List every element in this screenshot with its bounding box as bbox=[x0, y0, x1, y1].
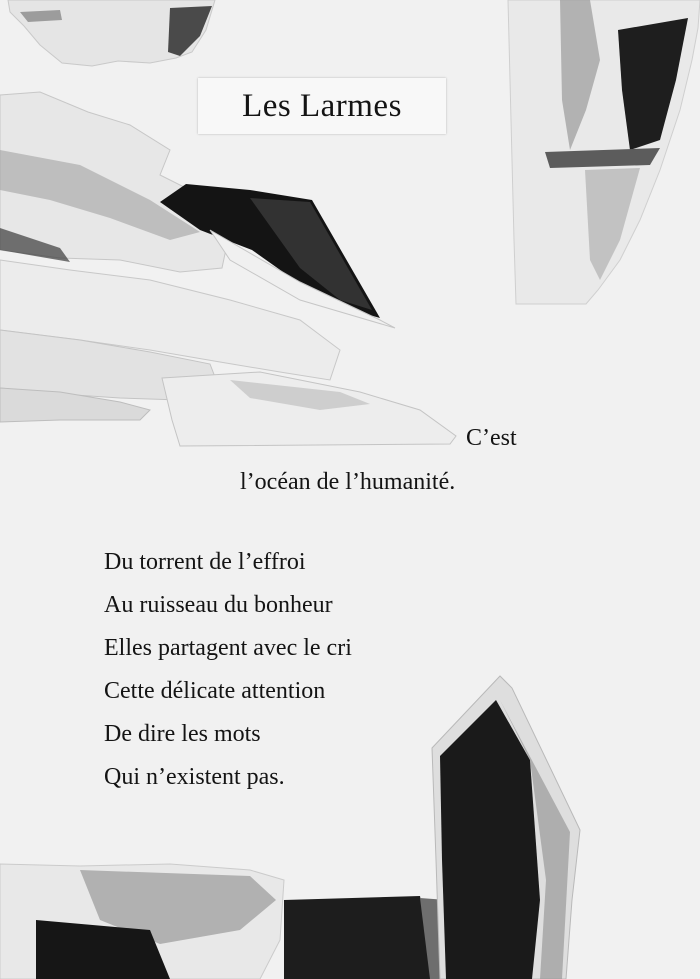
stanza-line-5: De dire les mots bbox=[104, 721, 261, 747]
stanza-line-6: Qui n’existent pas. bbox=[104, 764, 285, 790]
intro-line-2: l’océan de l’humanité. bbox=[240, 469, 456, 495]
stanza-line-1: Du torrent de l’effroi bbox=[104, 549, 306, 575]
torn-scrap-left-cluster bbox=[0, 92, 456, 446]
stanza-line-4: Cette délicate attention bbox=[104, 678, 326, 704]
intro-line-1: C’est bbox=[466, 425, 517, 451]
torn-scrap-bottom-right bbox=[432, 676, 580, 979]
torn-scrap-bottom-left bbox=[0, 864, 284, 979]
torn-scrap-top-right bbox=[508, 0, 700, 304]
torn-scrap-top-left bbox=[8, 0, 215, 66]
stanza-line-2: Au ruisseau du bonheur bbox=[104, 592, 333, 618]
stanza-line-3: Elles partagent avec le cri bbox=[104, 635, 352, 661]
title-label bbox=[198, 78, 446, 134]
poem-title: Les Larmes bbox=[242, 87, 402, 124]
